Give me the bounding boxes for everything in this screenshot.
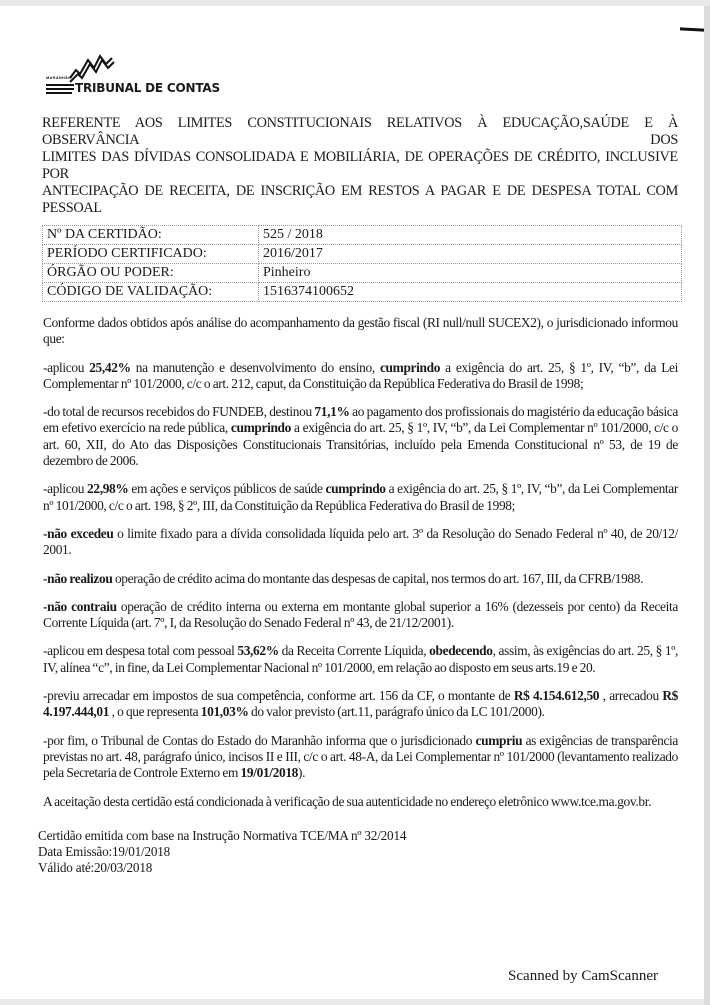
page-spacer [42,876,678,967]
text-run: em ações e serviços públicos de saúde [128,481,326,497]
bold-run: 101,03% [200,704,249,720]
document-page [0,6,704,999]
bold-run: cumprindo [325,481,386,497]
text-run: , o que representa [109,704,201,720]
text-run: , arrecadou [599,688,663,704]
valid-until: Válido até:20/03/2018 [38,859,153,875]
debt-paragraph [43,526,678,559]
row-label: ÓRGÃO OU PODER: [43,264,259,283]
logo-name: TRIBUNAL DE CONTAS [75,81,220,95]
text-run: da Receita Corrente Líquida, [278,643,430,659]
bold-run: R$ 4.154.612,50 [513,688,600,704]
bold-run: -não realizou [43,570,113,586]
row-label: CÓDIGO DE VALIDAÇÃO: [43,283,259,302]
fundeb-paragraph [43,404,678,469]
table-row [43,283,682,302]
text-run: -aplicou [43,359,90,375]
intro-paragraph: Conforme dados obtidos após análise do acompanhamento da gestão fiscal (RI null/null SUCEX2), o jurisdicionado informou que: [43,315,678,347]
row-value: 2016/2017 [259,245,682,264]
camscanner-watermark: Scanned by CamScanner [508,968,658,984]
heading-line: REFERENTE AOS LIMITES CONSTITUCIONAIS RELATIVOS À EDUCAÇÃO,SAÚDE E À OBSERVÂNCIA DOS [42,115,678,148]
text-run: na manutenção e desenvolvimento do ensino, [130,359,380,375]
bold-run: -não excedeu [43,525,114,541]
transparency-paragraph [43,733,678,782]
education-paragraph [43,360,678,393]
personnel-paragraph [43,643,678,676]
certificate-footer [38,828,678,876]
health-paragraph [43,481,678,514]
text-run: -por fim, o Tribunal de Contas do Estado do Maranhão informa que o jurisdicionado [43,732,476,748]
bold-run: 22,98% [87,481,129,497]
text-run: as exigências de transparência previstas no art. 48, parágrafo único, incisos II e III, c/c o art. 48-A, da Lei Complementar nº 101/2000 (levantamento realizado pela Secretaria de Controle Externo em [43,732,678,781]
bold-run: 19/01/2018 [240,765,299,781]
row-value: Pinheiro [259,264,682,283]
heading-line: ANTECIPAÇÃO DE RECEITA, DE INSCRIÇÃO EM RESTOS A PAGAR E DE DESPESA TOTAL COM PESSOAL [42,183,678,216]
certificate-info-table [42,225,682,302]
logo-state-text: MARANHÃO [46,75,72,80]
bold-run: cumprindo [379,359,441,375]
text-run: ). [298,765,306,781]
bold-run: R$ 4.197.444,01 [43,688,679,720]
bold-run: 25,42% [89,359,131,375]
certificate-heading [42,115,678,217]
bold-run: obedecendo [429,643,493,659]
text-run: , assim, às exigências do art. 25, § 1º, IV, alínea “c”, in fine, da Lei Complementar Nacional nº 101/2000, em relação ao disposto em seus arts.19 e 20. [43,643,678,675]
certificate-body [43,315,678,822]
table-row [43,226,682,245]
basis-text: Certidão emitida com base na Instrução Normativa TCE/MA nº 32/2014 [38,827,407,843]
page-edge [704,6,710,1005]
text-run: do valor previsto (art.11, parágrafo único da LC 101/2000). [248,704,545,720]
heading-line: LIMITES DAS DÍVIDAS CONSOLIDADA E MOBILIÁRIA, DE OPERAÇÕES DE CRÉDITO, INCLUSIVE POR [42,149,678,182]
issue-date: Data Emissão:19/01/2018 [38,843,171,859]
text-run: -previu arrecadar em impostos de sua competência, conforme art. 156 da CF, o montante de [43,688,514,704]
credit-contract-paragraph [43,599,678,632]
text-run: operação de crédito acima do montante das despesas de capital, nos termos do art. 167, III, da CFRB/1988. [112,570,644,586]
text-run: a exigência do art. 25, § 1º, IV, “b”, da Lei Complementar nº 101/2000, c/c o art. 198, § 2º, III, da Constituição da República Federativa do Brasil de 1998; [43,481,678,513]
text-run: operação de crédito interna ou externa em montante global superior a 16% (dezesseis por cento) da Receita Corrente Líquida (art. 7º, I, da Resolução do Senado Federal nº 43, de 21/12/2001). [43,598,678,631]
row-label: Nº DA CERTIDÃO: [43,226,259,245]
bold-run: 53,62% [237,643,279,659]
bold-run: -não contraiu [43,598,117,614]
row-value: 525 / 2018 [259,226,682,245]
row-label: PERÍODO CERTIFICADO: [43,245,259,264]
text-run: -aplicou [43,481,88,497]
taxes-paragraph [43,688,678,721]
tribunal-logo [46,48,220,98]
bold-run: cumpriu [475,732,523,748]
credit-operation-paragraph [43,571,678,587]
text-run: o limite fixado para a dívida consolidada líquida pelo art. 3º da Resolução do Senado Federal nº 40, de 20/12/ 2001. [43,525,678,558]
bold-run: cumprindo [230,420,292,436]
table-row [43,245,682,264]
table-row [43,264,682,283]
authenticity-paragraph: A aceitação desta certidão está condicionada à verificação de sua autenticidade no endereço eletrônico www.tce.ma.gov.br. [43,793,652,809]
row-value: 1516374100652 [259,283,682,302]
text-run: -do total de recursos recebidos do FUNDEB, destinou [43,404,315,420]
text-run: ao pagamento dos profissionais do magistério da educação básica em efetivo exercício na rede pública, [43,404,678,436]
logo-stripes-icon [46,84,78,96]
text-run: a exigência do art. 25, § 1º, IV, “b”, da Lei Complementar nº 101/2000, c/c o art. 60, XII, do Ato das Disposições Constitucionais Transitórias, incluído pela Emenda Constitucional nº 53, de 19 de dezembro de 2006. [43,420,679,469]
bold-run: 71,1% [314,404,350,420]
text-run: -aplicou em despesa total com pessoal [43,643,238,659]
text-run: a exigência do art. 25, § 1º, IV, “b”, da Lei Complementar nº 101/2000, c/c o art. 212, caput, da Constituição da República Federativa do Brasil de 1998; [43,359,678,391]
